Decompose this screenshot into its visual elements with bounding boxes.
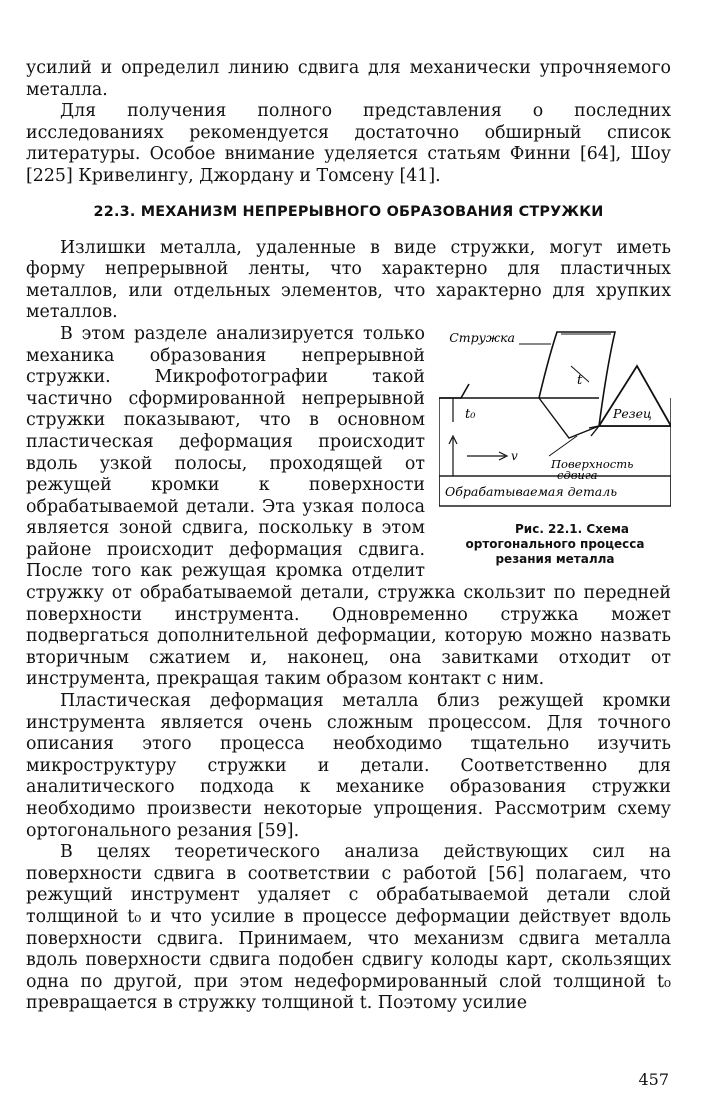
section-heading: 22.3. МЕХАНИЗМ НЕПРЕРЫВНОГО ОБРАЗОВАНИЯ СТРУЖКИ xyxy=(93,203,604,220)
cutting-diagram xyxy=(439,326,671,516)
label-shear-surface-1: Поверхность xyxy=(551,456,634,471)
label-chip: Стружка xyxy=(449,329,515,345)
paragraph-1: усилий и определил линию сдвига для механически упрочняемого металла. xyxy=(26,58,671,100)
label-t0: t₀ xyxy=(465,406,476,422)
paragraph-6: В целях теоретического анализа действующих сил на поверхности сдвига в соответствии с работой [56] полагаем, что режущий инструмент удаляет с обрабатываемой детали слой толщиной t₀ и что усилие в процессе деформации действует вдоль поверхности сдвига. Принимаем, что механизм сдвига металла вдоль поверхности сдвига подобен сдвигу колоды карт, скользящих одна по другой, при этом недеформированный слой толщиной t₀ превращается в стружку толщиной t. Поэтому усилие xyxy=(26,842,671,1014)
paragraph-5: Пластическая деформация металла близ режущей кромки инструмента является очень сложным процессом. Для точного описания этого процесса необходимо тщательно изучить микроструктуру стружки и детали. Соответственно для аналитического подхода к механике образования стружки необходимо произвести некоторые упрощения. Рассмотрим схему ортогонального резания [59]. xyxy=(26,691,671,841)
figure-caption: Рис. 22.1. Схема ортогонального процесса резания металла xyxy=(465,521,645,566)
paragraph-2: Для получения полного представления о последних исследованиях рекомендуется достаточно обширный список литературы. Особое внимание уделяется статьям Финни [64], Шоу [225] Кривелингу, Джордану и Томсену [41]. xyxy=(26,101,671,186)
label-workpiece: Обрабатываемая деталь xyxy=(445,483,618,499)
figure-orthogonal-cutting xyxy=(439,326,671,567)
label-shear-surface-2: сдвига xyxy=(557,467,598,482)
page-number: 457 xyxy=(638,1070,669,1089)
label-v: v xyxy=(511,448,518,463)
paragraph-4-text: В этом разделе анализируется только механика образования непрерывной стружки. Микрофотографии такой частично сформированной непрерывной стружки показывают, что в основном пластическая деформация происходит вдоль узкой полосы, проходящей от режущей кромки к поверхности обрабатываемой детали. Эта узкая полоса является зоной сдвига, поскольку в этом районе происходит деформация сдвига. После того как режущая кромка отделит стружку от обрабатываемой детали, стружка скользит по передней поверхности инструмента. Одновременно стружка может подвергаться дополнительной деформации, которую можно назвать вторичным сжатием и, наконец, она завитками отходит от инструмента, прекращая таким образом контакт с ним. xyxy=(26,323,671,690)
paragraph-3: Излишки металла, удаленные в виде стружки, могут иметь форму непрерывной ленты, что характерно для пластичных металлов, или отдельных элементов, что характерно для хрупких металлов. xyxy=(26,237,671,323)
page-body xyxy=(26,58,671,1015)
paragraph-4 xyxy=(26,324,671,691)
label-cutter: Резец xyxy=(613,405,652,421)
label-t: t xyxy=(577,372,583,388)
